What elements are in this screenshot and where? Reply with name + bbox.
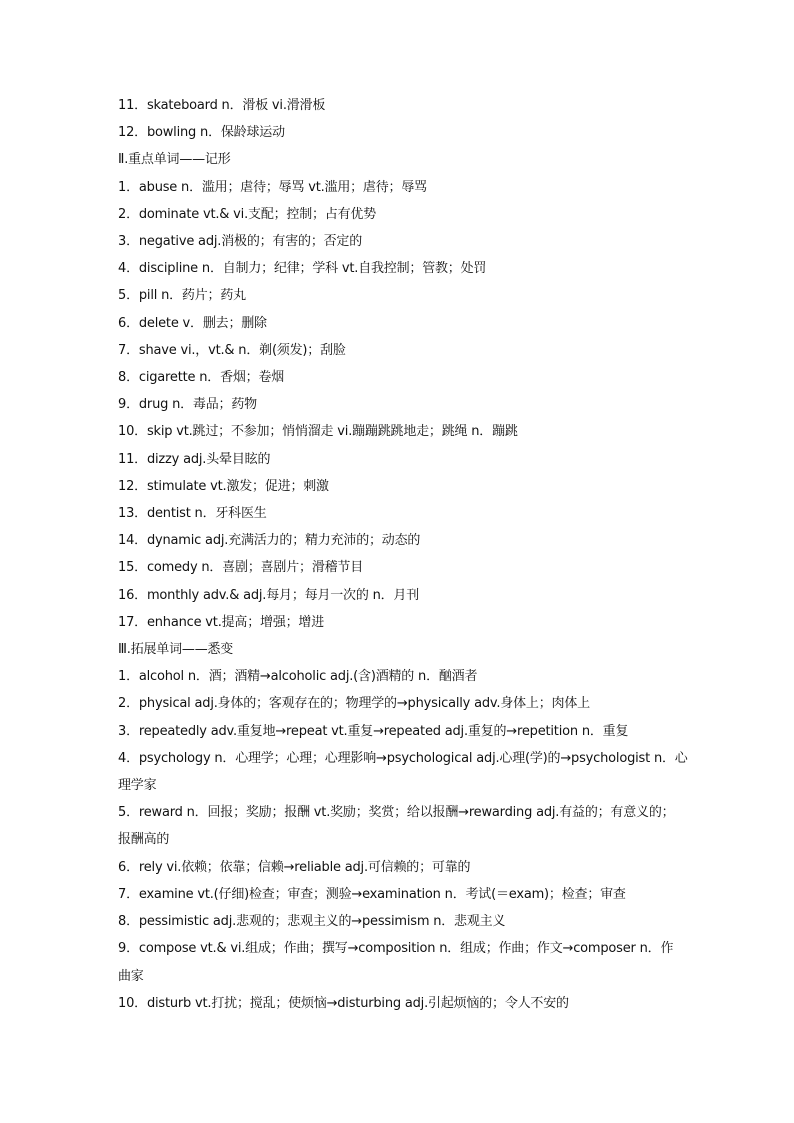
list-item: 5．reward n．回报；奖励；报酬 vt.奖励；奖赏；给以报酬→rewarding adj.有益的；有意义的； — [118, 805, 675, 821]
list-item: 3．negative adj.消极的；有害的；否定的 — [118, 234, 363, 250]
list-item: 16．monthly adv.& adj.每月；每月一次的 n．月刊 — [118, 587, 420, 603]
list-item: 1．abuse n．滥用；虐待；辱骂 vt.滥用；虐待；辱骂 — [118, 179, 427, 195]
list-item: 9．compose vt.& vi.组成；作曲；撰写→composition n．组成；作曲；作文→composer n．作 — [118, 941, 674, 957]
list-item: 7．examine vt.(仔细)检查；审查；测验→examination n．考试(＝exam)；检查；审查 — [118, 886, 626, 902]
list-item: 6．rely vi.依赖；依靠；信赖→reliable adj.可信赖的；可靠的 — [118, 859, 471, 875]
list-item: 11．skateboard n．滑板 vi.滑滑板 — [118, 98, 326, 113]
list-item: 9．drug n．毒品；药物 — [118, 397, 257, 413]
list-item: 8．cigarette n．香烟；卷烟 — [118, 370, 285, 386]
list-item: 1．alcohol n．酒；酒精→alcoholic adj.(含)酒精的 n．酗酒者 — [118, 669, 478, 685]
list-item: 13．dentist n．牙科医生 — [118, 506, 267, 522]
list-item-continuation: 理学家 — [118, 778, 157, 794]
list-item: 3．repeatedly adv.重复地→repeat vt.重复→repeated adj.重复的→repetition n．重复 — [118, 723, 629, 739]
list-item: 12．bowling n．保龄球运动 — [118, 125, 285, 141]
list-item: 15．comedy n．喜剧；喜剧片；滑稽节目 — [118, 560, 364, 576]
list-item: 10．disturb vt.打扰；搅乱；使烦恼→disturbing adj.引起烦恼的；令人不安的 — [118, 995, 569, 1011]
list-item: 4．psychology n．心理学；心理；心理影响→psychological adj.心理(学)的→psychologist n．心 — [118, 750, 688, 766]
section-heading: Ⅲ.拓展单词——悉变 — [118, 642, 234, 658]
list-item: 2．physical adj.身体的；客观存在的；物理学的→physically adv.身体上；肉体上 — [118, 696, 590, 712]
list-item: 4．discipline n．自制力；纪律；学科 vt.自我控制；管教；处罚 — [118, 261, 487, 277]
list-item: 6．delete v．删去；删除 — [118, 315, 267, 331]
list-item: 17．enhance vt.提高；增强；增进 — [118, 614, 325, 630]
list-item: 5．pill n．药片；药丸 — [118, 288, 246, 304]
list-item: 11．dizzy adj.头晕目眩的 — [118, 451, 271, 467]
section-heading: Ⅱ.重点单词——记形 — [118, 152, 231, 168]
list-item: 8．pessimistic adj.悲观的；悲观主义的→pessimism n．悲观主义 — [118, 914, 506, 930]
list-item: 7．shave vi.，vt.& n．剃(须发)；刮脸 — [118, 342, 346, 358]
list-item-continuation: 曲家 — [118, 968, 144, 984]
vocabulary-list — [118, 92, 688, 1017]
list-item: 2．dominate vt.& vi.支配；控制；占有优势 — [118, 206, 377, 222]
list-item: 14．dynamic adj.充满活力的；精力充沛的；动态的 — [118, 533, 421, 549]
list-item: 10．skip vt.跳过；不参加；悄悄溜走 vi.蹦蹦跳跳地走；跳绳 n．蹦跳 — [118, 424, 518, 440]
list-item-continuation: 报酬高的 — [118, 832, 170, 848]
list-item: 12．stimulate vt.激发；促进；刺激 — [118, 478, 329, 494]
